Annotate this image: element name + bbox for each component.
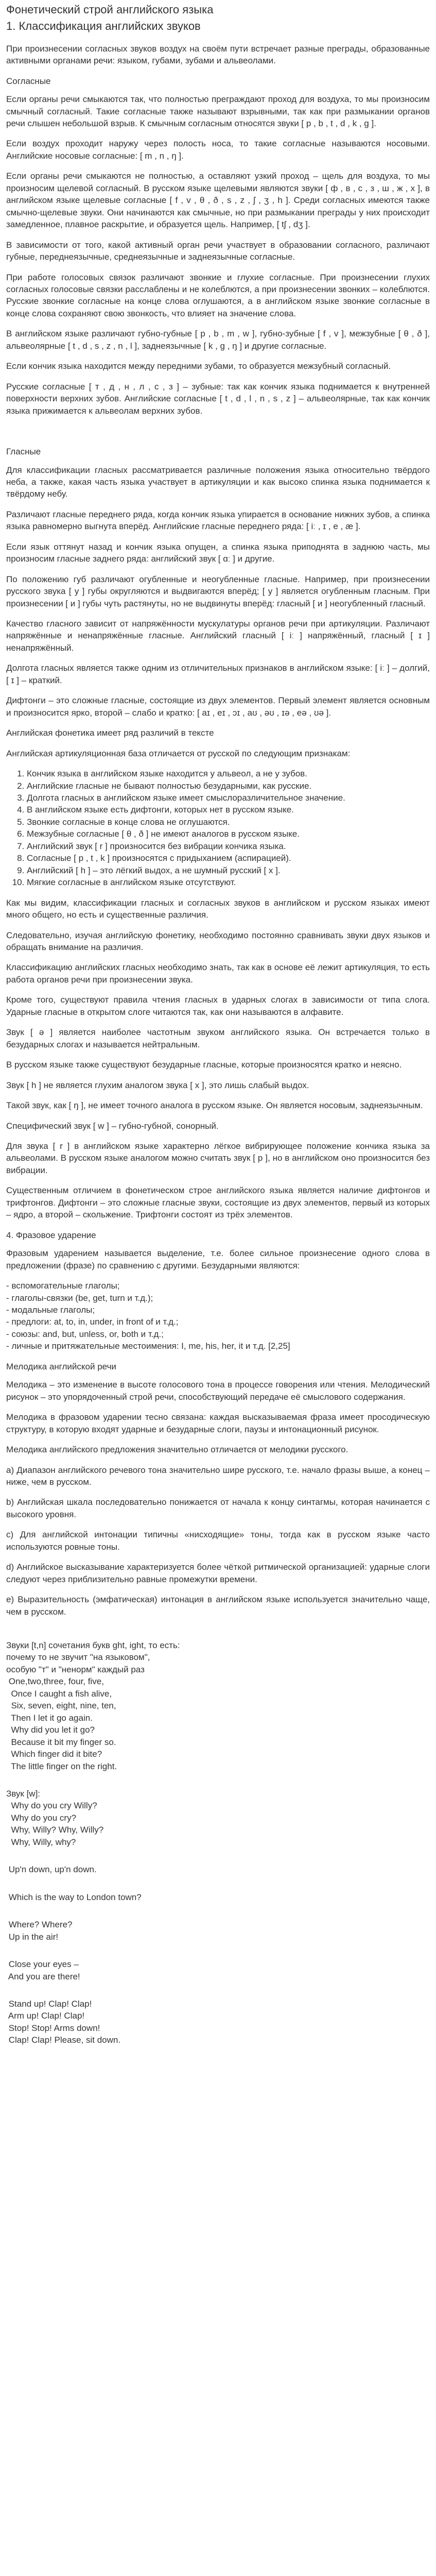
paragraph: Существенным отличием в фонетическом строе английского языка является наличие дифтонгов и трифтонгов. Дифтонги – это сложные гласные звуки, состоящие из двух элементов, первый из которых – ядро, а второй – скольжение. Трифтонги состоят из трёх элементов. xyxy=(6,1185,430,1220)
rhyme-block xyxy=(6,1919,430,1943)
poem-line: Because it bit my finger so. xyxy=(6,1737,116,1747)
paragraph: Кроме того, существуют правила чтения гласных в ударных слогах в зависимости от типа слога. Ударные гласные в открытом слоге читаются так, как они называются в алфавите. xyxy=(6,995,430,1017)
list-item: 5. Звонкие согласные в конце слова не оглушаются. xyxy=(27,816,430,828)
list-item: 2. Английские гласные не бывают полностью безударными, как русские. xyxy=(27,780,430,792)
page-title: Фонетический строй английского языка xyxy=(6,3,214,16)
list-item: - глаголы-связки (be, get, turn и т.д.); xyxy=(6,1293,153,1303)
paragraph: a) Диапазон английского речевого тона значительно шире русского, т.е. начало фразы выше, а конец – ниже, чем в русском. xyxy=(6,1465,430,1487)
paragraph: Английская артикуляционная база отличается от русской по следующим признакам: xyxy=(6,748,351,758)
poem-line: Which finger did it bite? xyxy=(6,1749,102,1759)
paragraph: При произнесении согласных звуков воздух на своём пути встречает разные преграды, образованные активными органами речи: языком, губами, зубами и альвеолами. xyxy=(6,43,430,66)
poem-line: Stand up! Clap! Clap! xyxy=(6,1999,92,2009)
paragraph: Русские согласные [ т , д , н , л , с , з ] – зубные: так как кончик языка поднимается к внутренней поверхности верхних зубов. Английские согласные [ t , d , l , n , s , z ] – альвеолярные, так как кончик языка прижимается к альвеолам верхних зубов. xyxy=(6,381,430,416)
spacer xyxy=(6,425,430,438)
paragraph: При работе голосовых связок различают звонкие и глухие согласные. При произнесении глухих согласных голосовые связки расслаблены и не колеблются, а при произнесении звонких – колеблются. Русские звонкие согласные на конце слова оглушаются, а в английском языке звонкие согласные в конце слова сохраняют свою звонкость, что влияет на значение слова. xyxy=(6,272,430,318)
poem-line: Six, seven, eight, nine, ten, xyxy=(6,1701,116,1711)
paragraph: По положению губ различают огубленные и неогубленные гласные. Например, при произнесении русского звука [ у ] губы округляются и выдвигаются вперёд; [ у ] является огубленным гласным. При произнесении [ и ] губы чуть растянуты, но не выдвинуты вперёд: гласный [ и ] неогубленный гласный. xyxy=(6,574,430,608)
paragraph: Специфический звук [ w ] – губно-губной, сонорный. xyxy=(6,1121,219,1131)
paragraph: Если воздух проходит наружу через полость носа, то такие согласные называются носовыми. Английские носовые согласные: [ m , n , ŋ ]. xyxy=(6,139,430,161)
list-item: 8. Согласные [ p , t , k ] произносятся с придыханием (аспирацией). xyxy=(27,852,430,864)
paragraph: b) Английская шкала последовательно понижается от начала к концу синтагмы, которая начинается с высокого уровня. xyxy=(6,1497,430,1519)
unstressed-list xyxy=(6,1280,430,1352)
paragraph: Если органы речи смыкаются не полностью, а оставляют узкий проход – щель для воздуха, то мы произносим щелевой согласный. В русском языке щелевыми являются звуки [ ф , в , с , з , ш , ж , х ], в английском языке щелевые согласные [ f , v , θ , ð , s , z , ʃ , ʒ , h ]. Среди согласных имеются также смычно-щелевые звуки. Они начинаются как смычные, но при размыкании преграды у них происходит замедленное, плавное раскрытие, и образуется щель. Например, [ tʃ , dʒ ]. xyxy=(6,171,430,230)
poem-line: Where? Where? xyxy=(6,1920,73,1930)
poem-line: Stop! Stop! Arms down! xyxy=(6,2023,100,2033)
poem-line: One,two,three, four, five, xyxy=(6,1676,104,1687)
paragraph: Звук [ ə ] является наиболее частотным звуком английского языка. Он встречается только в безударных слогах и называется нейтральным. xyxy=(6,1027,430,1049)
phrase-stress-heading: 4. Фразовое ударение xyxy=(6,1230,96,1240)
poem-line: Then I let it go again. xyxy=(6,1713,93,1723)
poem-line: Clap! Clap! Please, sit down. xyxy=(6,2035,121,2045)
poem-line: Why, Willy? Why, Willy? xyxy=(6,1825,104,1835)
list-item: 1. Кончик языка в английском языке находится у альвеол, а не у зубов. xyxy=(27,768,430,779)
paragraph: Различают гласные переднего ряда, когда кончик языка упирается в основание нижних зубов, а спинка языка равномерно выгнута вперёд. Английские гласные переднего ряда: [ iː , ɪ , e , æ ]. xyxy=(6,509,430,532)
spacer xyxy=(6,1626,430,1639)
paragraph: Классификацию английских гласных необходимо знать, так как в основе её лежит артикуляция, то есть работа органов речи при произнесении звука. xyxy=(6,962,430,985)
paragraph: c) Для английской интонации типичны «нисходящие» тоны, тогда как в русском языке часто используются ровные тоны. xyxy=(6,1530,430,1552)
list-item: 4. В английском языке есть дифтонги, которых нет в русском языке. xyxy=(27,804,430,816)
paragraph: Следовательно, изучая английскую фонетику, необходимо постоянно сравнивать звуки двух языков и обращать внимание на различия. xyxy=(6,930,430,952)
paragraph: Если кончик языка находится между передними зубами, то образуется межзубный согласный. xyxy=(6,361,391,371)
paragraph: Если органы речи смыкаются так, что полностью преграждают проход для воздуха, то мы произносим смычный согласный. Такие согласные также называют взрывными, так как при размыкании органов речи слышен небольшой взрыв. К смычным согласным относятся звуки [ p , b , t , d , k , g ]. xyxy=(6,94,430,128)
rhyme-w-block xyxy=(6,1788,430,1848)
poem-line: Once I caught a fish alive, xyxy=(6,1688,112,1699)
list-item: 6. Межзубные согласные [ θ , ð ] не имеют аналогов в русском языке. xyxy=(27,828,430,840)
articulation-list xyxy=(6,768,430,889)
paragraph: Качество гласного зависит от напряжённости мускулатуры органов речи при артикуляции. Различают напряжённые и ненапряжённые гласные. Английский гласный [ iː ] напряжённый, гласный [ ɪ ] ненапряжённый. xyxy=(6,619,430,653)
paragraph: Такой звук, как [ ŋ ], не имеет точного аналога в русском языке. Он является носовым, заднеязычным. xyxy=(6,1100,423,1111)
paragraph: Звук [ h ] не является глухим аналогом звука [ х ], это лишь слабый выдох. xyxy=(6,1080,309,1090)
list-item: - предлоги: at, to, in, under, in front of и т.д.; xyxy=(6,1317,179,1327)
paragraph: В английском языке различают губно-губные [ p , b , m , w ], губно-зубные [ f , v ], межзубные [ θ , ð ], альвеолярные [ t , d , s , z , n , l ], заднеязычные [ k , g , ŋ ] и другие согласные. xyxy=(6,329,430,351)
list-item: 10. Мягкие согласные в английском языке отсутствуют. xyxy=(27,876,430,888)
paragraph: Как мы видим, классификации гласных и согласных звуков в английском и русском языках имеют много общего, но есть и существенные различия. xyxy=(6,897,430,920)
list-item: 9. Английский [ h ] – это лёгкий выдох, а не шумный русский [ х ]. xyxy=(27,865,430,876)
poem-line: Arm up! Clap! Clap! xyxy=(6,2011,85,2021)
rhyme-block xyxy=(6,1863,430,1875)
melody-heading: Мелодика английской речи xyxy=(6,1361,116,1371)
poem-line: Why do you cry Willy? xyxy=(6,1801,97,1811)
poem-line: Why do you cry? xyxy=(6,1812,77,1823)
paragraph: d) Английское высказывание характеризуется более чёткой ритмической организацией: ударные слоги следуют через приблизительно равные промежутки времени. xyxy=(6,1562,430,1584)
paragraph: Для звука [ r ] в английском языке характерно лёгкое вибрирующее положение кончика языка за альвеолами. В русском языке аналогом можно считать звук [ р ], но в английском оно произносится без вибрации. xyxy=(6,1141,430,1175)
paragraph: Для классификации гласных рассматривается различные положения языка относительно твёрдого неба, а также, какая часть языка участвует в артикуляции и как высоко спинка языка поднимается к твёрдому небу. xyxy=(6,465,430,499)
consonants-heading: Согласные xyxy=(6,76,51,86)
poem-label: Звук [w]: xyxy=(6,1789,41,1799)
rhymes-block xyxy=(6,1639,430,1772)
poem-line: Close your eyes – xyxy=(6,1959,79,1970)
list-item: - модальные глаголы; xyxy=(6,1304,95,1315)
rhyme-block xyxy=(6,1891,430,1903)
paragraph: Мелодика в фразовом ударении тесно связана: каждая высказываемая фраза имеет просодическую структуру, в которую входят ударные и безударные слоги, паузы и интонационный рисунок. xyxy=(6,1412,430,1434)
poem-line: Why did you let it go? xyxy=(6,1725,95,1735)
list-item: - личные и притяжательные местоимения: I, me, his, her, it и т.д. [2,25] xyxy=(6,1341,290,1351)
poem-line: Why, Willy, why? xyxy=(6,1837,76,1847)
list-item: 3. Долгота гласных в английском языке имеет смыслоразличительное значение. xyxy=(27,792,430,804)
paragraph: Если язык оттянут назад и кончик языка опущен, а спинка языка приподнята в заднюю часть, мы произносим гласные заднего ряда: английский звук [ ɑː ] и другие. xyxy=(6,541,430,564)
paragraph: Фразовым ударением называется выделение, т.е. более сильное произнесение одного слова в предложении (фразе) по сравнению с другими. Безударными являются: xyxy=(6,1248,430,1270)
rhyme-block xyxy=(6,1958,430,1982)
poem-line: The little finger on the right. xyxy=(6,1761,117,1771)
poem-line: Up'n down, up'n down. xyxy=(6,1865,97,1875)
list-item: - вспомогательные глаголы; xyxy=(6,1281,120,1291)
list-item: - союзы: and, but, unless, or, both и т.д.; xyxy=(6,1329,164,1339)
section-heading-classification: 1. Классификация английских звуков xyxy=(6,20,201,33)
vowels-heading: Гласные xyxy=(6,447,41,457)
poem-line: Which is the way to London town? xyxy=(6,1892,142,1902)
paragraph: Мелодика английского предложения значительно отличается от мелодики русского. xyxy=(6,1445,348,1455)
paragraph: Долгота гласных является также одним из отличительных признаков в английском языке: [ iː ] – долгий, [ ɪ ] – краткий. xyxy=(6,663,430,685)
paragraph: Мелодика – это изменение в высоте голосового тона в процессе говорения или чтения. Мелодический рисунок – это упорядоченный строй речи, способствующий передаче её смыслового содержания. xyxy=(6,1380,430,1402)
poem-line: Up in the air! xyxy=(6,1931,59,1942)
paragraph: Дифтонги – это сложные гласные, состоящие из двух элементов. Первый элемент является основным и произносится ярко, второй – слабо и кратко: [ aɪ , eɪ , ɔɪ , aʊ , əʊ , ɪə , eə , ʊə ]. xyxy=(6,696,430,718)
articulation-heading: Английская фонетика имеет ряд различий в тексте xyxy=(6,728,214,738)
rhymes-subintro: почему то не звучит "на языковом", xyxy=(6,1652,150,1663)
paragraph: В зависимости от того, какой активный орган речи участвует в образовании согласного, различают губные, переднеязычные, среднеязычные и заднеязычные согласные. xyxy=(6,240,430,262)
rhymes-intro: Звуки [t,n] сочетания букв ght, ight, то есть: xyxy=(6,1640,180,1651)
rhymes-note: особую "т" и "ненорм" каждый раз xyxy=(6,1664,145,1674)
rhyme-block xyxy=(6,1998,430,2046)
list-item: 7. Английский звук [ r ] произносится без вибрации кончика языка. xyxy=(27,840,430,852)
paragraph: e) Выразительность (эмфатическая) интонация в английском языке используется значительно чаще, чем в русском. xyxy=(6,1595,430,1617)
paragraph: В русском языке также существуют безударные гласные, которые произносятся кратко и неясно. xyxy=(6,1060,402,1070)
poem-line: And you are there! xyxy=(6,1971,80,1981)
